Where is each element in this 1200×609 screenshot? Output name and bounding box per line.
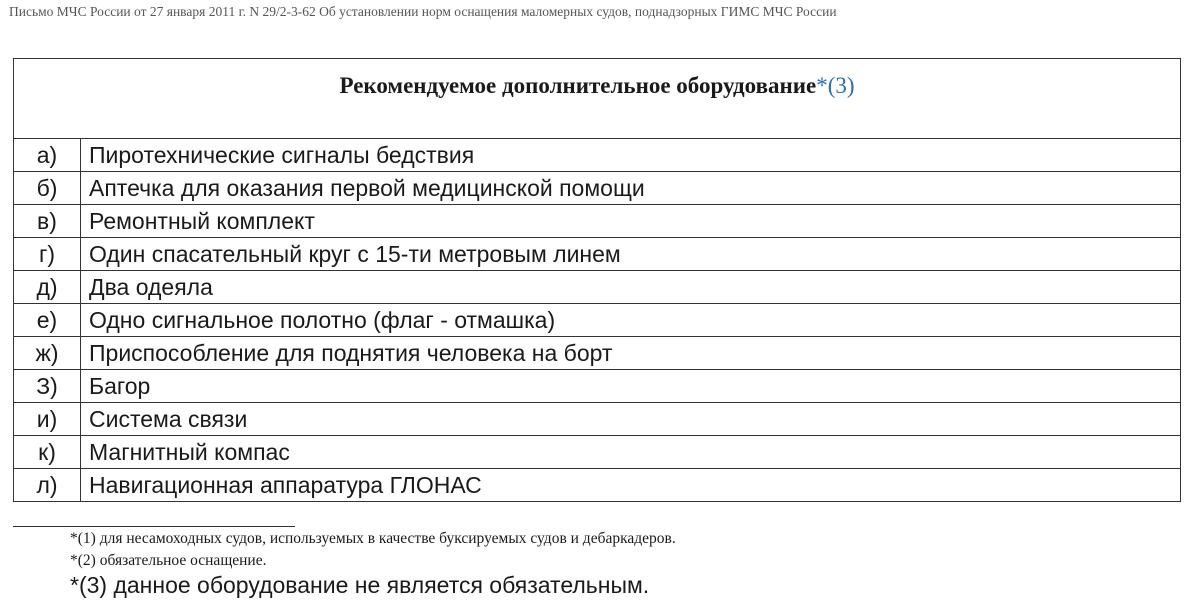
table-row (14, 370, 1181, 403)
row-letter: к) (14, 436, 81, 469)
document-header: Письмо МЧС России от 27 января 2011 г. N 29/2-3-62 Об установлении норм оснащения маломерных судов, поднадзорных ГИМС МЧС России (9, 4, 837, 19)
table-row (14, 238, 1181, 271)
row-text: Пиротехнические сигналы бедствия (81, 139, 1181, 172)
row-text: Один спасательный круг с 15-ти метровым линем (81, 238, 1181, 271)
row-letter: г) (14, 238, 81, 271)
row-letter: ж) (14, 337, 81, 370)
table-row (14, 469, 1181, 502)
table-title-row (14, 59, 1181, 139)
table-title (14, 59, 1181, 139)
table-row (14, 337, 1181, 370)
table-row (14, 436, 1181, 469)
row-text: Одно сигнальное полотно (флаг - отмашка) (81, 304, 1181, 337)
row-letter: и) (14, 403, 81, 436)
footnote-3: *(3) данное оборудование не является обязательным. (70, 572, 650, 598)
table-row (14, 403, 1181, 436)
row-letter: а) (14, 139, 81, 172)
footnote-1: *(1) для несамоходных судов, используемых в качестве буксируемых судов и дебаркадеров. (70, 530, 676, 547)
row-letter: б) (14, 172, 81, 205)
row-text: Система связи (81, 403, 1181, 436)
row-letter: З) (14, 370, 81, 403)
table-row (14, 139, 1181, 172)
row-text: Два одеяла (81, 271, 1181, 304)
row-letter: л) (14, 469, 81, 502)
table-row (14, 205, 1181, 238)
footnote-divider (13, 526, 295, 527)
row-letter: д) (14, 271, 81, 304)
row-text: Навигационная аппаратура ГЛОНАС (81, 469, 1181, 502)
row-letter: е) (14, 304, 81, 337)
row-text: Багор (81, 370, 1181, 403)
table-row (14, 304, 1181, 337)
row-letter: в) (14, 205, 81, 238)
row-text: Приспособление для поднятия человека на борт (81, 337, 1181, 370)
equipment-table (13, 58, 1181, 502)
row-text: Аптечка для оказания первой медицинской помощи (81, 172, 1181, 205)
row-text: Магнитный компас (81, 436, 1181, 469)
footnote-ref-3-link[interactable]: *(3) (816, 73, 855, 98)
table-row (14, 172, 1181, 205)
table-row (14, 271, 1181, 304)
table-title-text: Рекомендуемое дополнительное оборудование (339, 73, 817, 98)
footnote-2: *(2) обязательное оснащение. (70, 552, 267, 569)
row-text: Ремонтный комплект (81, 205, 1181, 238)
